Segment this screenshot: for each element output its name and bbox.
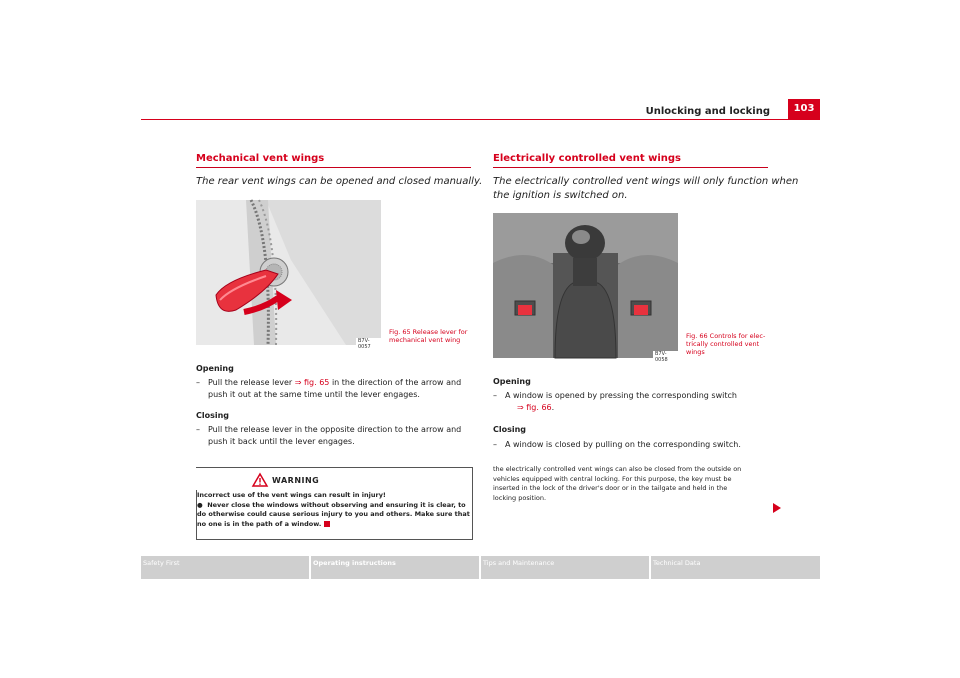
- caption-line: Fig. 65 Release lever for: [389, 328, 468, 336]
- figure-caption: [389, 328, 467, 344]
- closing-step: [196, 424, 476, 448]
- section-heading-electric: Electrically controlled vent wings: [493, 153, 681, 164]
- section-heading-mechanical: Mechanical vent wings: [196, 153, 325, 164]
- step-text: .: [551, 403, 555, 412]
- end-marker-icon: [324, 521, 330, 527]
- figure-66-vent-controls: [493, 213, 678, 363]
- warning-line: do otherwise could cause serious injury to you and others. Make sure that: [197, 510, 470, 519]
- warning-header: [196, 467, 472, 490]
- heading-rule: [196, 167, 471, 168]
- warning-title: WARNING: [272, 476, 320, 485]
- step-dash: –: [196, 378, 200, 387]
- figure-reference-link[interactable]: ⇒ fig. 66: [517, 403, 552, 412]
- step-text: A window is opened by pressing the corresponding switch: [505, 391, 737, 400]
- footer-tab-operating[interactable]: Operating instructions: [313, 559, 396, 567]
- warning-line: Never close the windows without observing and ensuring it is clear, to: [207, 500, 466, 509]
- step-text: Pull the release lever: [208, 378, 295, 387]
- running-title: Unlocking and locking: [645, 106, 770, 117]
- intro-line: The electrically controlled vent wings will only function when: [493, 176, 799, 187]
- header-rule: [141, 119, 820, 120]
- figure-code: B7V-0058: [653, 351, 678, 363]
- footer-tab-tips[interactable]: Tips and Maintenance: [483, 559, 555, 567]
- closing-step: [493, 439, 773, 451]
- bullet-icon: ●: [197, 500, 208, 509]
- warning-line: no one is in the path of a window.: [197, 519, 322, 528]
- footer-nav: [141, 556, 820, 579]
- step-dash: –: [493, 440, 497, 449]
- step-text: in the direction of the arrow and: [329, 378, 462, 387]
- intro-line: the ignition is switched on.: [493, 190, 628, 201]
- step-text: push it out at the same time until the lever engages.: [208, 390, 420, 399]
- step-dash: –: [196, 425, 200, 434]
- note-line: locking position.: [493, 493, 547, 502]
- page-number: 103: [788, 99, 820, 119]
- caption-line: mechanical vent wing: [389, 336, 461, 344]
- closing-label: Closing: [196, 411, 230, 420]
- opening-label: Opening: [493, 377, 531, 386]
- caption-line: trically controlled vent: [686, 340, 760, 348]
- figure-reference-link[interactable]: ⇒ fig. 65: [294, 378, 330, 387]
- step-dash: –: [493, 391, 497, 400]
- vent-controls-illustration: [493, 213, 678, 358]
- opening-step: [196, 377, 476, 401]
- figure-caption: [686, 332, 765, 356]
- caption-line: Fig. 66 Controls for elec-: [686, 332, 766, 340]
- release-lever-illustration: [196, 200, 381, 345]
- caption-line: wings: [686, 348, 705, 356]
- figure-65-release-lever: [196, 200, 381, 350]
- closing-label: Closing: [493, 425, 527, 434]
- footer-tab-technical[interactable]: Technical Data: [653, 559, 701, 567]
- section-intro: The rear vent wings can be opened and closed manually.: [196, 176, 483, 187]
- note-line: inserted in the lock of the driver's door or in the tailgate and held in the: [493, 484, 728, 492]
- figure-code: B7V-0057: [356, 338, 381, 350]
- opening-step: [493, 390, 773, 414]
- note-line: vehicles equipped with central locking. For this purpose, the key must be: [493, 474, 732, 483]
- warning-line: Incorrect use of the vent wings can result in injury!: [197, 491, 386, 499]
- heading-rule: [493, 167, 768, 168]
- opening-label: Opening: [196, 364, 234, 373]
- step-text: push it back until the lever engages.: [208, 437, 355, 446]
- continue-arrow-icon: [773, 503, 781, 513]
- footer-tab-safety[interactable]: Safety First: [143, 559, 180, 567]
- warning-text: [197, 491, 471, 529]
- step-text: A window is closed by pulling on the corresponding switch.: [505, 440, 741, 449]
- note-paragraph: [493, 465, 773, 503]
- section-intro: [493, 175, 798, 203]
- warning-triangle-icon: [252, 473, 268, 487]
- step-text: Pull the release lever in the opposite direction to the arrow and: [208, 425, 462, 434]
- note-line: the electrically controlled vent wings can also be closed from the outside on: [493, 465, 742, 473]
